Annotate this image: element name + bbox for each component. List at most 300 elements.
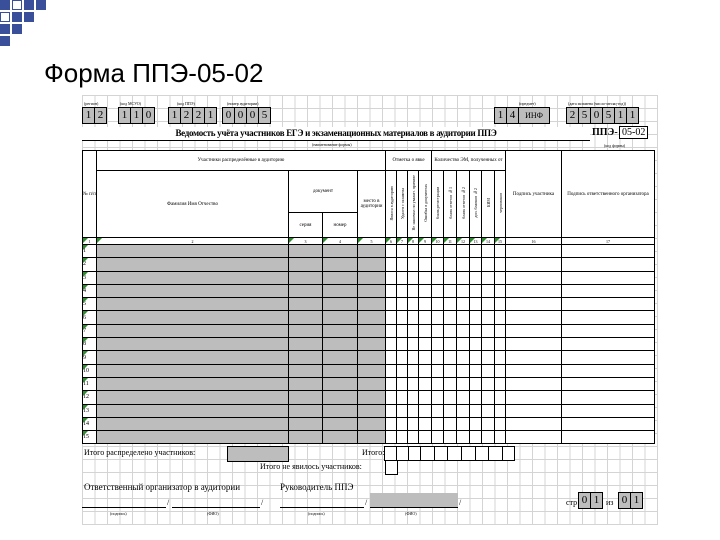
row-cell[interactable] xyxy=(386,364,397,377)
row-cell[interactable] xyxy=(506,351,562,364)
row-cell[interactable] xyxy=(495,431,506,444)
row-cell[interactable] xyxy=(408,351,419,364)
row-cell[interactable] xyxy=(562,351,655,364)
row-cell[interactable] xyxy=(289,271,323,284)
row-cell[interactable] xyxy=(386,245,397,258)
row-cell[interactable] xyxy=(432,338,444,351)
row-cell[interactable] xyxy=(495,284,506,297)
row-cell[interactable] xyxy=(397,391,408,404)
row-cell[interactable] xyxy=(444,284,457,297)
row-cell[interactable] xyxy=(97,284,289,297)
row-cell[interactable] xyxy=(289,338,323,351)
row-cell[interactable] xyxy=(397,271,408,284)
header-reg-form: бланк регистрации xyxy=(435,186,440,220)
row-cell[interactable] xyxy=(432,404,444,417)
row-number: 2 xyxy=(83,258,97,271)
row-cell[interactable] xyxy=(470,245,482,258)
total-distributed-field[interactable] xyxy=(227,446,289,462)
row-cell[interactable] xyxy=(562,391,655,404)
row-cell[interactable] xyxy=(289,404,323,417)
row-cell[interactable] xyxy=(470,391,482,404)
row-cell[interactable] xyxy=(457,298,470,311)
row-cell[interactable] xyxy=(397,284,408,297)
column-number: 9 xyxy=(419,238,432,245)
row-number: 10 xyxy=(83,364,97,377)
row-cell[interactable] xyxy=(470,364,482,377)
row-cell[interactable] xyxy=(358,351,386,364)
row-cell[interactable] xyxy=(444,245,457,258)
row-cell[interactable] xyxy=(482,351,495,364)
row-cell[interactable] xyxy=(358,377,386,390)
row-cell[interactable] xyxy=(470,431,482,444)
row-cell[interactable] xyxy=(444,417,457,430)
row-cell[interactable] xyxy=(358,245,386,258)
row-cell[interactable] xyxy=(408,311,419,324)
row-cell[interactable] xyxy=(408,298,419,311)
row-cell[interactable] xyxy=(482,364,495,377)
head-signature-field[interactable] xyxy=(280,493,364,508)
row-cell[interactable] xyxy=(495,271,506,284)
row-cell[interactable] xyxy=(432,417,444,430)
row-cell[interactable] xyxy=(289,245,323,258)
row-cell[interactable] xyxy=(506,391,562,404)
row-cell[interactable] xyxy=(289,417,323,430)
row-cell[interactable] xyxy=(419,404,432,417)
table-row xyxy=(83,284,655,297)
row-cell[interactable] xyxy=(444,404,457,417)
column-number: 2 xyxy=(97,238,289,245)
row-cell[interactable] xyxy=(457,338,470,351)
row-cell[interactable] xyxy=(506,417,562,430)
total-cell[interactable] xyxy=(434,446,448,461)
row-cell[interactable] xyxy=(323,245,358,258)
row-cell[interactable] xyxy=(506,377,562,390)
row-cell[interactable] xyxy=(444,351,457,364)
row-cell[interactable] xyxy=(323,377,358,390)
row-cell[interactable] xyxy=(386,351,397,364)
date-box[interactable]: 2 5 0 5 1 1 xyxy=(566,107,639,124)
row-cell[interactable] xyxy=(562,377,655,390)
row-cell[interactable] xyxy=(97,417,289,430)
row-cell[interactable] xyxy=(97,431,289,444)
row-cell[interactable] xyxy=(358,324,386,337)
row-cell[interactable] xyxy=(397,245,408,258)
header-doc-error: Ошибка в документах xyxy=(422,184,428,222)
row-cell[interactable] xyxy=(495,324,506,337)
row-cell[interactable] xyxy=(506,284,562,297)
row-cell[interactable] xyxy=(323,258,358,271)
row-cell[interactable] xyxy=(482,298,495,311)
row-cell[interactable] xyxy=(358,391,386,404)
row-cell[interactable] xyxy=(506,298,562,311)
row-cell[interactable] xyxy=(495,258,506,271)
row-cell[interactable] xyxy=(482,404,495,417)
row-cell[interactable] xyxy=(495,338,506,351)
row-cell[interactable] xyxy=(495,245,506,258)
row-cell[interactable] xyxy=(386,298,397,311)
row-number: 6 xyxy=(83,311,97,324)
row-cell[interactable] xyxy=(444,391,457,404)
row-number: 9 xyxy=(83,351,97,364)
row-cell[interactable] xyxy=(358,311,386,324)
total-cell[interactable] xyxy=(447,446,462,461)
row-cell[interactable] xyxy=(358,258,386,271)
row-cell[interactable] xyxy=(419,271,432,284)
row-cell[interactable] xyxy=(419,258,432,271)
row-cell[interactable] xyxy=(506,324,562,337)
row-cell[interactable] xyxy=(457,377,470,390)
row-cell[interactable] xyxy=(358,298,386,311)
page-box: 0 1 xyxy=(578,492,603,509)
row-cell[interactable] xyxy=(506,404,562,417)
row-cell[interactable] xyxy=(408,271,419,284)
row-cell[interactable] xyxy=(457,245,470,258)
row-cell[interactable] xyxy=(457,271,470,284)
header-participants: Участники распределённые в аудиторию xyxy=(97,151,386,171)
row-cell[interactable] xyxy=(397,351,408,364)
row-cell[interactable] xyxy=(562,271,655,284)
row-cell[interactable] xyxy=(495,417,506,430)
row-cell[interactable] xyxy=(444,364,457,377)
row-cell[interactable] xyxy=(386,311,397,324)
row-cell[interactable] xyxy=(97,338,289,351)
slash: / xyxy=(459,498,462,507)
row-cell[interactable] xyxy=(432,431,444,444)
row-cell[interactable] xyxy=(408,284,419,297)
subject-label: (предмет) xyxy=(519,101,536,106)
row-cell[interactable] xyxy=(506,245,562,258)
row-cell[interactable] xyxy=(482,377,495,390)
row-cell[interactable] xyxy=(444,338,457,351)
row-cell[interactable] xyxy=(419,311,432,324)
row-cell[interactable] xyxy=(419,338,432,351)
row-cell[interactable] xyxy=(323,351,358,364)
row-cell[interactable] xyxy=(289,391,323,404)
row-cell[interactable] xyxy=(97,351,289,364)
row-cell[interactable] xyxy=(386,338,397,351)
row-cell[interactable] xyxy=(97,258,289,271)
table-row xyxy=(83,431,655,444)
room-box[interactable]: 0 0 0 5 xyxy=(222,107,271,124)
signature-label: (подпись) xyxy=(110,511,127,516)
row-cell[interactable] xyxy=(323,298,358,311)
row-cell[interactable] xyxy=(470,324,482,337)
row-cell[interactable] xyxy=(289,364,323,377)
row-cell[interactable] xyxy=(397,311,408,324)
row-cell[interactable] xyxy=(432,298,444,311)
row-cell[interactable] xyxy=(562,245,655,258)
row-cell[interactable] xyxy=(419,417,432,430)
row-cell[interactable] xyxy=(457,258,470,271)
row-cell[interactable] xyxy=(397,338,408,351)
row-cell[interactable] xyxy=(358,338,386,351)
row-cell[interactable] xyxy=(495,311,506,324)
table-row xyxy=(83,298,655,311)
row-cell[interactable] xyxy=(457,431,470,444)
row-cell[interactable] xyxy=(562,258,655,271)
row-cell[interactable] xyxy=(323,417,358,430)
row-cell[interactable] xyxy=(562,338,655,351)
total-cell[interactable] xyxy=(420,446,435,461)
row-cell[interactable] xyxy=(408,258,419,271)
row-cell[interactable] xyxy=(408,417,419,430)
header-sign-participant: Подпись участника xyxy=(506,151,562,238)
row-cell[interactable] xyxy=(562,298,655,311)
row-cell[interactable] xyxy=(408,324,419,337)
row-cell[interactable] xyxy=(482,284,495,297)
row-cell[interactable] xyxy=(419,298,432,311)
row-cell[interactable] xyxy=(397,324,408,337)
organizer-signature-field[interactable] xyxy=(82,493,166,508)
row-cell[interactable] xyxy=(562,417,655,430)
total-cell[interactable] xyxy=(461,446,476,461)
row-cell[interactable] xyxy=(408,338,419,351)
row-cell[interactable] xyxy=(506,311,562,324)
row-cell[interactable] xyxy=(482,431,495,444)
row-cell[interactable] xyxy=(457,417,470,430)
column-number: 10 xyxy=(432,238,444,245)
row-cell[interactable] xyxy=(358,284,386,297)
row-cell[interactable] xyxy=(408,364,419,377)
table-row xyxy=(83,338,655,351)
page-label: стр xyxy=(566,498,578,507)
total-cell[interactable] xyxy=(488,446,503,461)
row-cell[interactable] xyxy=(506,258,562,271)
row-cell[interactable] xyxy=(419,351,432,364)
row-cell[interactable] xyxy=(444,271,457,284)
row-cell[interactable] xyxy=(457,324,470,337)
region-box[interactable]: 1 2 xyxy=(82,107,107,124)
row-cell[interactable] xyxy=(419,431,432,444)
row-cell[interactable] xyxy=(419,377,432,390)
row-cell[interactable] xyxy=(289,258,323,271)
row-cell[interactable] xyxy=(482,245,495,258)
row-cell[interactable] xyxy=(289,351,323,364)
row-cell[interactable] xyxy=(506,431,562,444)
row-cell[interactable] xyxy=(470,338,482,351)
row-cell[interactable] xyxy=(386,431,397,444)
row-cell[interactable] xyxy=(506,338,562,351)
row-cell[interactable] xyxy=(408,377,419,390)
row-cell[interactable] xyxy=(408,404,419,417)
row-cell[interactable] xyxy=(562,311,655,324)
row-cell[interactable] xyxy=(432,271,444,284)
row-cell[interactable] xyxy=(470,404,482,417)
row-cell[interactable] xyxy=(408,245,419,258)
row-cell[interactable] xyxy=(323,391,358,404)
row-cell[interactable] xyxy=(470,284,482,297)
row-cell[interactable] xyxy=(289,298,323,311)
row-cell[interactable] xyxy=(419,391,432,404)
row-cell[interactable] xyxy=(470,298,482,311)
row-cell[interactable] xyxy=(495,298,506,311)
row-cell[interactable] xyxy=(432,377,444,390)
row-cell[interactable] xyxy=(457,284,470,297)
row-cell[interactable] xyxy=(562,404,655,417)
form-code-label: (код формы) xyxy=(604,143,626,148)
row-cell[interactable] xyxy=(457,311,470,324)
head-name-field[interactable] xyxy=(370,493,458,508)
table-row xyxy=(83,391,655,404)
row-cell[interactable] xyxy=(495,404,506,417)
row-cell[interactable] xyxy=(444,298,457,311)
row-cell[interactable] xyxy=(482,417,495,430)
row-cell[interactable] xyxy=(97,245,289,258)
row-cell[interactable] xyxy=(358,431,386,444)
row-cell[interactable] xyxy=(432,245,444,258)
row-cell[interactable] xyxy=(419,284,432,297)
row-cell[interactable] xyxy=(495,391,506,404)
form-title: Ведомость учёта участников ЕГЭ и экзаменационных материалов в аудитории ППЭ xyxy=(82,127,590,141)
row-cell[interactable] xyxy=(358,404,386,417)
row-cell[interactable] xyxy=(482,391,495,404)
total-cell[interactable] xyxy=(475,446,489,461)
row-cell[interactable] xyxy=(397,404,408,417)
row-cell[interactable] xyxy=(444,377,457,390)
of-label: из xyxy=(606,498,614,507)
row-cell[interactable] xyxy=(419,245,432,258)
row-cell[interactable] xyxy=(470,271,482,284)
row-cell[interactable] xyxy=(397,364,408,377)
row-cell[interactable] xyxy=(323,324,358,337)
row-cell[interactable] xyxy=(562,284,655,297)
row-cell[interactable] xyxy=(457,364,470,377)
total-absent-field[interactable] xyxy=(385,460,398,475)
row-cell[interactable] xyxy=(323,271,358,284)
row-cell[interactable] xyxy=(482,324,495,337)
row-cell[interactable] xyxy=(444,324,457,337)
header-removed: Удален с экзамена xyxy=(399,187,405,219)
table-row xyxy=(83,271,655,284)
row-cell[interactable] xyxy=(397,377,408,390)
row-cell[interactable] xyxy=(482,271,495,284)
organizer-name-field[interactable] xyxy=(172,493,260,508)
row-cell[interactable] xyxy=(323,404,358,417)
row-cell[interactable] xyxy=(97,404,289,417)
row-cell[interactable] xyxy=(444,431,457,444)
row-cell[interactable] xyxy=(482,311,495,324)
row-cell[interactable] xyxy=(358,364,386,377)
row-cell[interactable] xyxy=(397,298,408,311)
column-number: 13 xyxy=(470,238,482,245)
subject-box[interactable]: 1 4 ИНФ xyxy=(494,107,550,124)
row-cell[interactable] xyxy=(97,377,289,390)
row-cell[interactable] xyxy=(562,431,655,444)
row-cell[interactable] xyxy=(457,391,470,404)
row-cell[interactable] xyxy=(97,311,289,324)
row-cell[interactable] xyxy=(323,338,358,351)
row-cell[interactable] xyxy=(386,377,397,390)
row-cell[interactable] xyxy=(444,311,457,324)
row-cell[interactable] xyxy=(432,364,444,377)
row-cell[interactable] xyxy=(419,324,432,337)
row-cell[interactable] xyxy=(289,284,323,297)
row-number: 4 xyxy=(83,284,97,297)
row-cell[interactable] xyxy=(97,391,289,404)
total-cell[interactable] xyxy=(502,446,515,461)
header-not-finished: Не закончил по уважит. причине xyxy=(410,175,416,231)
row-cell[interactable] xyxy=(495,377,506,390)
row-cell[interactable] xyxy=(432,391,444,404)
row-cell[interactable] xyxy=(386,391,397,404)
row-cell[interactable] xyxy=(397,258,408,271)
row-cell[interactable] xyxy=(506,271,562,284)
header-seat: место в аудитории xyxy=(358,171,386,238)
row-cell[interactable] xyxy=(495,351,506,364)
row-cell[interactable] xyxy=(97,324,289,337)
row-cell[interactable] xyxy=(386,284,397,297)
row-cell[interactable] xyxy=(470,258,482,271)
row-cell[interactable] xyxy=(457,404,470,417)
row-cell[interactable] xyxy=(97,298,289,311)
table-row xyxy=(83,351,655,364)
row-cell[interactable] xyxy=(358,417,386,430)
row-cell[interactable] xyxy=(323,364,358,377)
total-absent-label: Итого не явилось участников: xyxy=(260,462,362,471)
room-label: (номер аудитории) xyxy=(227,101,259,106)
header-answer-1: бланк ответов №1 xyxy=(447,187,453,219)
row-cell[interactable] xyxy=(457,351,470,364)
row-cell[interactable] xyxy=(495,364,506,377)
row-cell[interactable] xyxy=(323,431,358,444)
row-cell[interactable] xyxy=(289,431,323,444)
row-cell[interactable] xyxy=(562,364,655,377)
row-cell[interactable] xyxy=(470,417,482,430)
row-cell[interactable] xyxy=(470,351,482,364)
slash: / xyxy=(167,498,170,507)
row-cell[interactable] xyxy=(386,417,397,430)
row-cell[interactable] xyxy=(408,391,419,404)
row-cell[interactable] xyxy=(432,324,444,337)
row-cell[interactable] xyxy=(97,364,289,377)
ppe-box[interactable]: 1 2 2 1 xyxy=(168,107,217,124)
row-cell[interactable] xyxy=(97,271,289,284)
row-cell[interactable] xyxy=(386,271,397,284)
row-cell[interactable] xyxy=(444,258,457,271)
row-cell[interactable] xyxy=(323,284,358,297)
row-cell[interactable] xyxy=(482,338,495,351)
row-cell[interactable] xyxy=(432,258,444,271)
date-label: (дата экзамена (число-месяц-год)) xyxy=(568,101,627,106)
row-cell[interactable] xyxy=(419,364,432,377)
row-cell[interactable] xyxy=(386,404,397,417)
row-cell[interactable] xyxy=(432,311,444,324)
row-cell[interactable] xyxy=(289,311,323,324)
row-cell[interactable] xyxy=(408,431,419,444)
totals-cells xyxy=(385,446,515,461)
row-cell[interactable] xyxy=(289,377,323,390)
row-cell[interactable] xyxy=(323,311,358,324)
row-cell[interactable] xyxy=(432,351,444,364)
row-number: 14 xyxy=(83,417,97,430)
head-label: Руководитель ППЭ xyxy=(280,482,354,492)
row-cell[interactable] xyxy=(482,258,495,271)
row-cell[interactable] xyxy=(470,311,482,324)
row-cell[interactable] xyxy=(562,324,655,337)
row-cell[interactable] xyxy=(289,324,323,337)
row-cell[interactable] xyxy=(470,377,482,390)
row-cell[interactable] xyxy=(506,364,562,377)
row-cell[interactable] xyxy=(397,431,408,444)
row-cell[interactable] xyxy=(432,284,444,297)
pages-box: 0 1 xyxy=(618,492,643,509)
row-cell[interactable] xyxy=(386,324,397,337)
signature-label: (подпись) xyxy=(308,511,325,516)
row-cell[interactable] xyxy=(397,417,408,430)
mcuo-box[interactable]: 1 1 0 xyxy=(118,107,155,124)
row-cell[interactable] xyxy=(386,258,397,271)
row-cell[interactable] xyxy=(358,271,386,284)
